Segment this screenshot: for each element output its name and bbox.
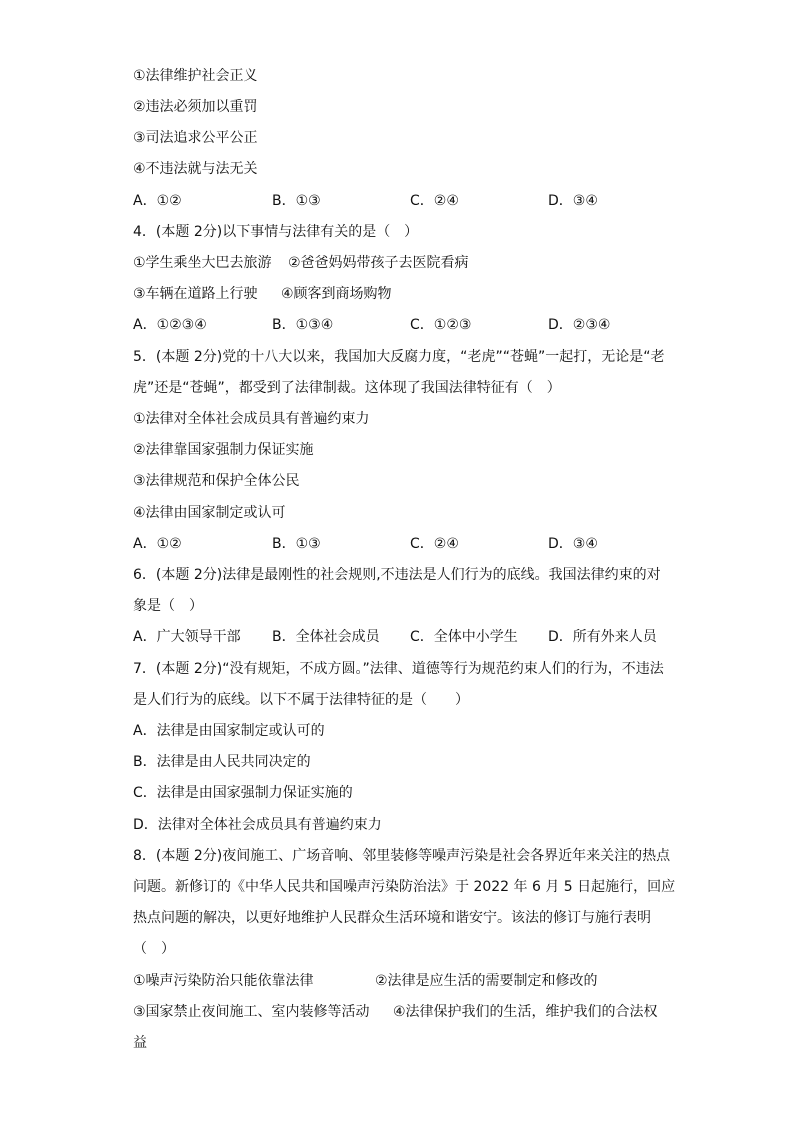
q7-stem-line-1: 7．(本题 2分)“没有规矩，不成方圆。”法律、道德等行为规范约束人们的行为，不违法 <box>133 661 664 677</box>
q4-option-d: D．②③④ <box>548 317 611 333</box>
q3-statement-3: ③司法追求公平公正 <box>133 130 258 146</box>
q6-option-c: C．全体中小学生 <box>410 629 518 645</box>
q7-option-a: A．法律是由国家制定或认可的 <box>133 723 325 739</box>
q5-stem-line-2: 虎”还是“苍蝇”，都受到了法律制裁。这体现了我国法律特征有（ ） <box>133 380 561 396</box>
q5-stem-line-1: 5．(本题 2分)党的十八大以来，我国加大反腐力度，“老虎”“苍蝇”一起打，无论是“老 <box>133 349 665 365</box>
q4-option-a: A．①②③④ <box>133 317 207 333</box>
q3-option-b: B．①③ <box>272 193 321 209</box>
q6-stem-line-1: 6．(本题 2分)法律是最刚性的社会规则,不违法是人们行为的底线。我国法律约束的对 <box>133 567 661 583</box>
q8-stem-line-4: （ ） <box>133 941 175 957</box>
q3-option-d: D．③④ <box>548 193 598 209</box>
q5-option-c: C．②④ <box>410 536 459 552</box>
q5-statement-1: ①法律对全体社会成员具有普遍约束力 <box>133 411 370 427</box>
q3-option-c: C．②④ <box>410 193 459 209</box>
q8-statement-2: ②法律是应生活的需要制定和修改的 <box>375 973 598 989</box>
q7-option-b: B．法律是由人民共同决定的 <box>133 754 311 770</box>
q4-statement-3: ③车辆在道路上行驶 <box>133 286 258 302</box>
q8-stem-line-2: 问题。新修订的《中华人民共和国噪声污染防治法》于 2022 年 6 月 5 日起施行，回应 <box>133 879 676 895</box>
q3-statement-2: ②违法必须加以重罚 <box>133 99 258 115</box>
q5-statement-2: ②法律靠国家强制力保证实施 <box>133 442 314 458</box>
q6-stem-line-2: 象是（ ） <box>133 598 203 614</box>
q4-stem: 4．(本题 2分)以下事情与法律有关的是（ ） <box>133 224 419 240</box>
q3-statement-1: ①法律维护社会正义 <box>133 68 258 84</box>
q3-option-a: A．①② <box>133 193 182 209</box>
q8-statement-4-continued: 益 <box>133 1035 147 1051</box>
q4-statement-4: ④顾客到商场购物 <box>281 286 392 302</box>
q7-option-c: C．法律是由国家强制力保证实施的 <box>133 785 353 801</box>
q6-option-b: B．全体社会成员 <box>272 629 380 645</box>
q5-statement-3: ③法律规范和保护全体公民 <box>133 473 300 489</box>
q5-option-a: A．①② <box>133 536 182 552</box>
q7-stem-line-2: 是人们行为的底线。以下不属于法律特征的是（ ） <box>133 692 469 708</box>
q4-option-b: B．①③④ <box>272 317 334 333</box>
q5-option-b: B．①③ <box>272 536 321 552</box>
q4-statement-1: ①学生乘坐大巴去旅游 <box>133 255 272 271</box>
q4-statement-2: ②爸爸妈妈带孩子去医院看病 <box>288 255 469 271</box>
q5-statement-4: ④法律由国家制定或认可 <box>133 505 286 521</box>
q6-option-d: D．所有外来人员 <box>548 629 657 645</box>
q8-statement-3: ③国家禁止夜间施工、室内装修等活动 <box>133 1004 370 1020</box>
q8-statement-1: ①噪声污染防治只能依靠法律 <box>133 973 314 989</box>
q3-statement-4: ④不违法就与法无关 <box>133 161 258 177</box>
q8-stem-line-3: 热点问题的解决，以更好地维护人民群众生活环境和谐安宁。该法的修订与施行表明 <box>133 910 651 926</box>
q7-option-d: D．法律对全体社会成员具有普遍约束力 <box>133 817 382 833</box>
q8-stem-line-1: 8．(本题 2分)夜间施工、广场音响、邻里装修等噪声污染是社会各界近年来关注的热点 <box>133 848 671 864</box>
q4-option-c: C．①②③ <box>410 317 472 333</box>
q8-statement-4: ④法律保护我们的生活，维护我们的合法权 <box>393 1004 658 1020</box>
q5-option-d: D．③④ <box>548 536 598 552</box>
q6-option-a: A．广大领导干部 <box>133 629 241 645</box>
